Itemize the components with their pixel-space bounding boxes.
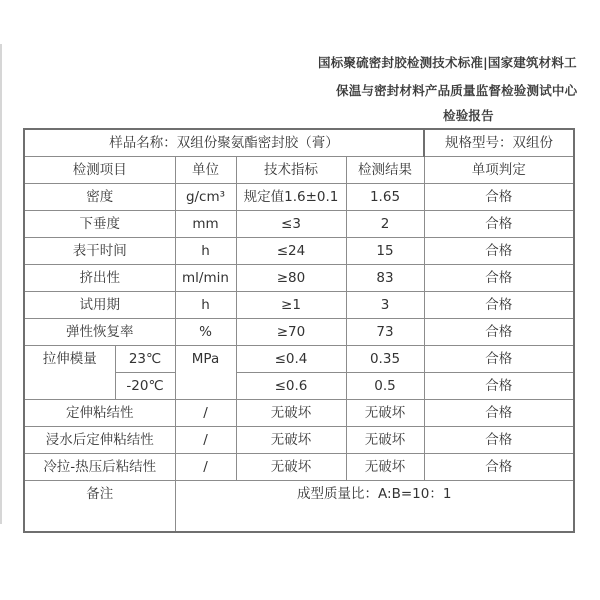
sample-row xyxy=(24,129,574,157)
inspection-report-table xyxy=(23,128,575,533)
row-index: ≤0.6 xyxy=(236,373,346,400)
left-edge-bar xyxy=(0,44,2,524)
row-item: 试用期 xyxy=(24,292,175,319)
row-index: ≤3 xyxy=(236,211,346,238)
report-title-line2: 保温与密封材料产品质量监督检验测试中心 xyxy=(336,83,578,98)
row-result: 3 xyxy=(346,292,424,319)
tensile-item: 拉伸模量 xyxy=(24,346,115,400)
remark-row xyxy=(24,481,574,533)
row-item: 弹性恢复率 xyxy=(24,319,175,346)
row-item: 浸水后定伸粘结性 xyxy=(24,427,175,454)
row-item: 表干时间 xyxy=(24,238,175,265)
row-result: 0.35 xyxy=(346,346,424,373)
row-index: 无破坏 xyxy=(236,427,346,454)
row-unit: / xyxy=(175,400,236,427)
row-judge: 合格 xyxy=(424,184,574,211)
row-item: 定伸粘结性 xyxy=(24,400,175,427)
row-judge: 合格 xyxy=(424,346,574,373)
row-judge: 合格 xyxy=(424,400,574,427)
row-result: 无破坏 xyxy=(346,427,424,454)
row-unit: h xyxy=(175,238,236,265)
tensile-temp: -20℃ xyxy=(115,373,175,400)
row-judge: 合格 xyxy=(424,373,574,400)
col-header-result: 检测结果 xyxy=(346,157,424,184)
tensile-unit: MPa xyxy=(175,346,236,400)
table-row-tensile-23 xyxy=(24,346,574,373)
row-judge: 合格 xyxy=(424,265,574,292)
col-header-unit: 单位 xyxy=(175,157,236,184)
row-unit: h xyxy=(175,292,236,319)
tensile-temp: 23℃ xyxy=(115,346,175,373)
table-row xyxy=(24,211,574,238)
col-header-index: 技术指标 xyxy=(236,157,346,184)
row-result: 15 xyxy=(346,238,424,265)
row-result: 0.5 xyxy=(346,373,424,400)
row-index: ≥1 xyxy=(236,292,346,319)
table-row xyxy=(24,184,574,211)
report-title-line1: 国标聚硫密封胶检测技术标准|国家建筑材料工 xyxy=(318,55,577,70)
row-unit: / xyxy=(175,454,236,481)
row-index: 规定值1.6±0.1 xyxy=(236,184,346,211)
row-judge: 合格 xyxy=(424,319,574,346)
row-result: 83 xyxy=(346,265,424,292)
col-header-judge: 单项判定 xyxy=(424,157,574,184)
row-judge: 合格 xyxy=(424,238,574,265)
report-title-line3: 检验报告 xyxy=(443,108,494,123)
row-item: 下垂度 xyxy=(24,211,175,238)
table-row xyxy=(24,265,574,292)
remark-value: 成型质量比：A:B=10：1 xyxy=(175,481,574,533)
spec-cell: 规格型号：双组份 xyxy=(424,129,574,157)
row-index: ≤24 xyxy=(236,238,346,265)
row-result: 无破坏 xyxy=(346,454,424,481)
row-unit: % xyxy=(175,319,236,346)
row-result: 2 xyxy=(346,211,424,238)
table-row xyxy=(24,319,574,346)
remark-label: 备注 xyxy=(24,481,175,533)
table-row xyxy=(24,454,574,481)
table-row xyxy=(24,292,574,319)
column-header-row xyxy=(24,157,574,184)
row-item: 密度 xyxy=(24,184,175,211)
table-row xyxy=(24,400,574,427)
row-result: 73 xyxy=(346,319,424,346)
row-result: 1.65 xyxy=(346,184,424,211)
row-index: ≤0.4 xyxy=(236,346,346,373)
row-judge: 合格 xyxy=(424,211,574,238)
row-item: 挤出性 xyxy=(24,265,175,292)
row-unit: mm xyxy=(175,211,236,238)
row-unit: ml/min xyxy=(175,265,236,292)
row-index: 无破坏 xyxy=(236,400,346,427)
row-judge: 合格 xyxy=(424,292,574,319)
sample-name-cell: 样品名称：双组份聚氨酯密封胶（膏） xyxy=(24,129,424,157)
row-index: 无破坏 xyxy=(236,454,346,481)
row-index: ≥70 xyxy=(236,319,346,346)
col-header-item: 检测项目 xyxy=(24,157,175,184)
row-unit: / xyxy=(175,427,236,454)
row-unit: g/cm³ xyxy=(175,184,236,211)
row-result: 无破坏 xyxy=(346,400,424,427)
row-judge: 合格 xyxy=(424,454,574,481)
row-index: ≥80 xyxy=(236,265,346,292)
row-item: 冷拉-热压后粘结性 xyxy=(24,454,175,481)
row-judge: 合格 xyxy=(424,427,574,454)
table-row xyxy=(24,427,574,454)
table-row xyxy=(24,238,574,265)
